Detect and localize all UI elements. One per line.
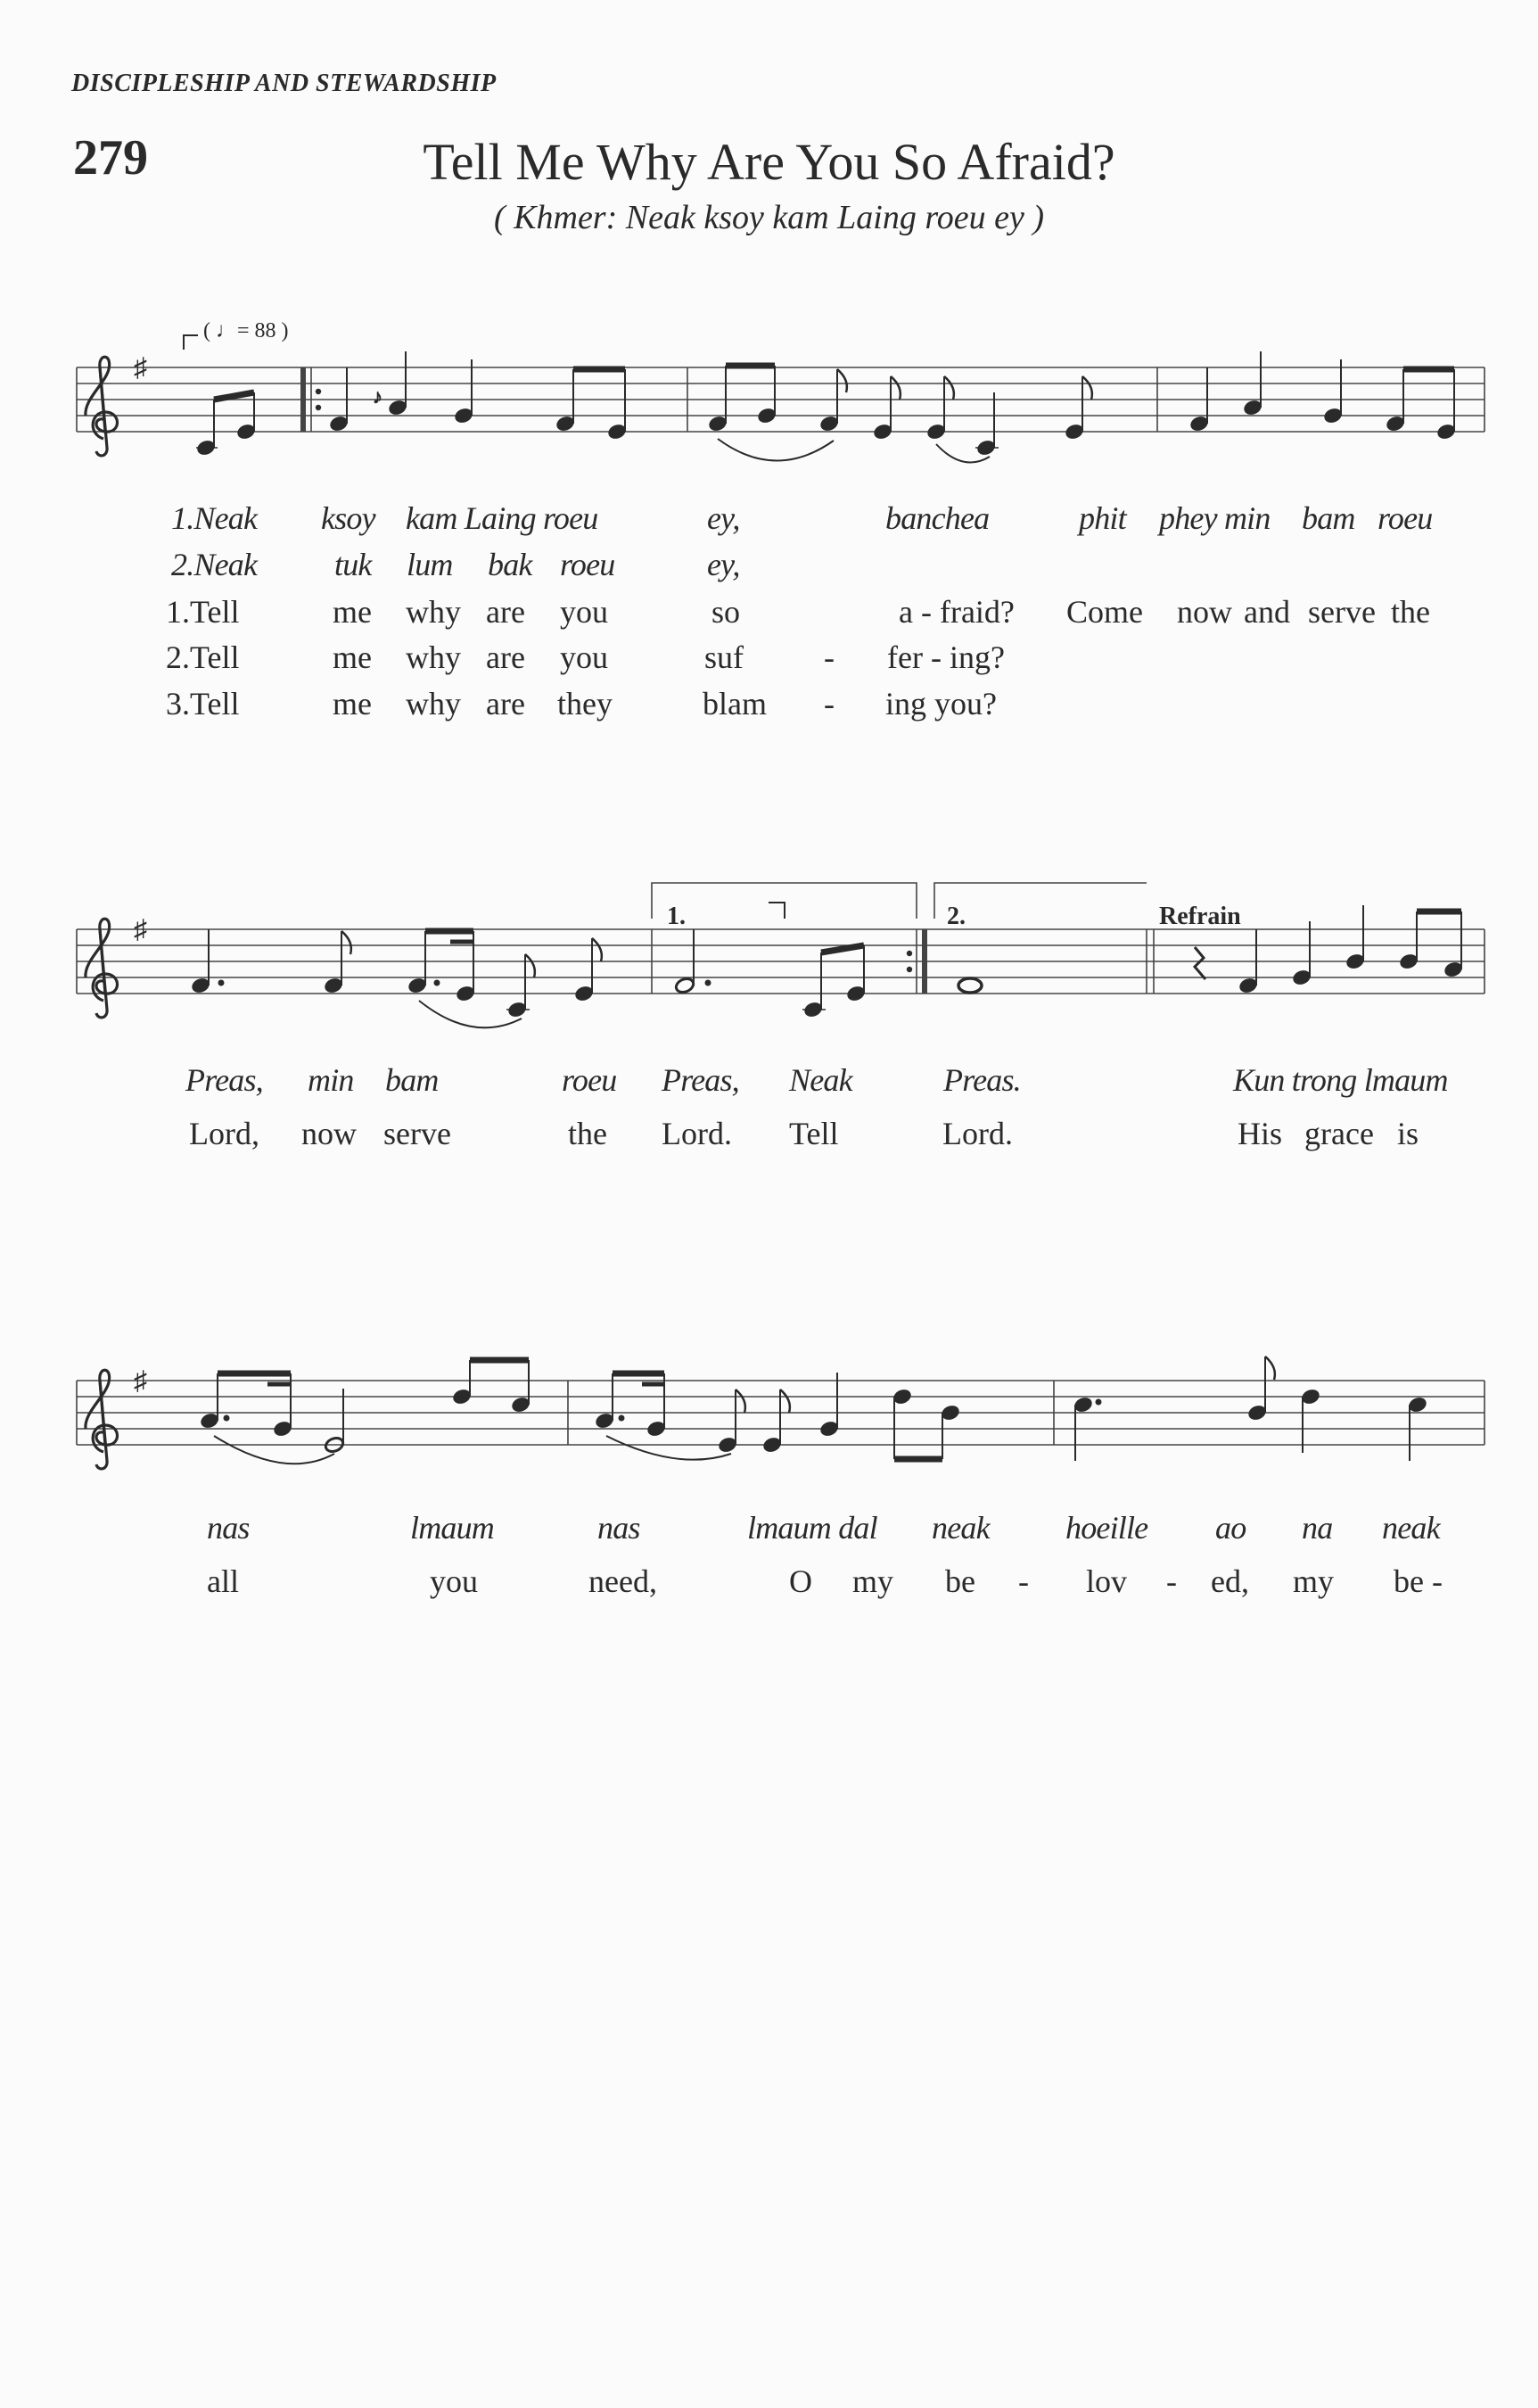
lyric-syllable: O	[789, 1563, 812, 1599]
lyric-syllable: banchea	[885, 500, 990, 536]
lyric-syllable: and	[1244, 594, 1290, 630]
lyric-syllable: lum	[407, 547, 453, 582]
lyric-syllable: nas	[597, 1510, 640, 1546]
svg-text:♯: ♯	[134, 915, 147, 944]
lyric-syllable: tuk	[334, 547, 372, 582]
lyric-syllable: me	[333, 686, 372, 722]
lyric-syllable: min	[308, 1062, 354, 1098]
lyric-syllable: you	[560, 639, 608, 675]
svg-text:♪: ♪	[373, 385, 382, 408]
lyric-syllable: ao	[1215, 1510, 1246, 1546]
refrain-label: Refrain	[1159, 903, 1241, 930]
lyric-syllable: Lord,	[189, 1116, 259, 1151]
lyric-syllable: blam	[703, 686, 767, 722]
lyric-syllable: roeu	[1378, 500, 1433, 536]
lyric-syllable: Lord.	[662, 1116, 732, 1151]
section-heading: DISCIPLESHIP AND STEWARDSHIP	[71, 70, 497, 97]
svg-text:♯: ♯	[134, 353, 147, 383]
lyric-syllable: are	[486, 639, 525, 675]
second-ending-label: 2.	[947, 903, 966, 930]
lyric-syllable: me	[333, 594, 372, 630]
lyric-syllable: Preas,	[662, 1062, 739, 1098]
lyric-syllable: a - fraid?	[899, 594, 1015, 630]
lyric-syllable: why	[406, 639, 461, 675]
lyric-syllable: bam	[385, 1062, 439, 1098]
first-ending-label: 1.	[667, 903, 686, 930]
lyric-syllable: the	[1391, 594, 1430, 630]
lyric-syllable: 2.Tell	[166, 639, 240, 675]
lyric-syllable: neak	[1382, 1510, 1440, 1546]
lyric-syllable: me	[333, 639, 372, 675]
notes-system-3	[200, 1357, 1428, 1464]
lyric-syllable: serve	[383, 1116, 451, 1151]
lyric-syllable: ey,	[707, 500, 740, 536]
lyric-syllable: 2.Neak	[171, 547, 258, 582]
lyric-syllable: phey min	[1159, 500, 1271, 536]
staff-system-2	[77, 883, 1485, 994]
lyric-syllable: the	[568, 1116, 607, 1151]
staff-system-1	[77, 367, 1485, 432]
lyric-syllable: serve	[1308, 594, 1376, 630]
lyric-syllable: na	[1302, 1510, 1333, 1546]
lyric-syllable: is	[1397, 1116, 1419, 1151]
lyric-syllable: nas	[207, 1510, 250, 1546]
lyric-syllable: be -	[1394, 1563, 1443, 1599]
lyric-syllable: -	[824, 686, 835, 722]
lyric-syllable: hoeille	[1065, 1510, 1148, 1546]
lyric-syllable: roeu	[562, 1062, 617, 1098]
lyric-syllable: -	[1018, 1563, 1029, 1599]
lyric-syllable: are	[486, 594, 525, 630]
lyric-syllable: now	[1177, 594, 1232, 630]
lyric-syllable: phit	[1079, 500, 1126, 536]
lyric-syllable: ed,	[1211, 1563, 1249, 1599]
lyric-syllable: ksoy	[321, 500, 375, 536]
lyric-syllable: Kun trong lmaum	[1233, 1062, 1448, 1098]
lyric-syllable: His	[1238, 1116, 1283, 1151]
lyric-syllable: my	[852, 1563, 894, 1599]
lyric-syllable: all	[207, 1563, 239, 1599]
hymn-number: 279	[73, 130, 148, 186]
lyric-syllable: bam	[1302, 500, 1355, 536]
lyric-syllable: my	[1293, 1563, 1335, 1599]
lyric-syllable: Come	[1066, 594, 1143, 630]
lyric-syllable: Preas.	[943, 1062, 1021, 1098]
lyric-syllable: ing you?	[885, 686, 997, 722]
lyric-syllable: Lord.	[942, 1116, 1013, 1151]
lyric-syllable: Tell	[789, 1116, 839, 1151]
lyric-syllable: -	[1166, 1563, 1177, 1599]
lyric-syllable: now	[301, 1116, 357, 1151]
lyric-syllable: they	[557, 686, 613, 722]
lyric-syllable: suf	[704, 639, 744, 675]
lyric-syllable: roeu	[560, 547, 615, 582]
lyric-syllable: you	[560, 594, 608, 630]
lyric-syllable: 1.Tell	[166, 594, 240, 630]
hymn-subtitle: ( Khmer: Neak ksoy kam Laing roeu ey )	[494, 199, 1044, 236]
lyric-syllable: neak	[932, 1510, 990, 1546]
notes-system-2	[191, 905, 1464, 1027]
lyric-syllable: need,	[588, 1563, 657, 1599]
lyric-syllable: lmaum	[410, 1510, 494, 1546]
lyric-syllable: kam Laing roeu	[406, 500, 598, 536]
lyric-syllable: grace	[1304, 1116, 1374, 1151]
lyric-syllable: ey,	[707, 547, 740, 582]
lyric-syllable: 1.Neak	[171, 500, 258, 536]
lyric-syllable: you	[430, 1563, 478, 1599]
hymn-title: Tell Me Why Are You So Afraid?	[423, 133, 1115, 191]
svg-text:♯: ♯	[134, 1366, 147, 1396]
lyric-syllable: Neak	[789, 1062, 852, 1098]
lyric-syllable: why	[406, 594, 461, 630]
lyric-syllable: 3.Tell	[166, 686, 240, 722]
lyric-syllable: are	[486, 686, 525, 722]
lyric-syllable: lov	[1086, 1563, 1128, 1599]
lyric-syllable: fer - ing?	[887, 639, 1005, 675]
lyric-syllable: -	[824, 639, 835, 675]
lyric-syllable: bak	[488, 547, 532, 582]
lyric-syllable: Preas,	[185, 1062, 263, 1098]
lyric-syllable: so	[711, 594, 741, 630]
lyric-syllable: why	[406, 686, 461, 722]
lyric-syllable: be	[945, 1563, 975, 1599]
lyric-syllable: lmaum dal	[747, 1510, 877, 1546]
tempo-marking: ( ♩= 88 )	[203, 319, 289, 342]
